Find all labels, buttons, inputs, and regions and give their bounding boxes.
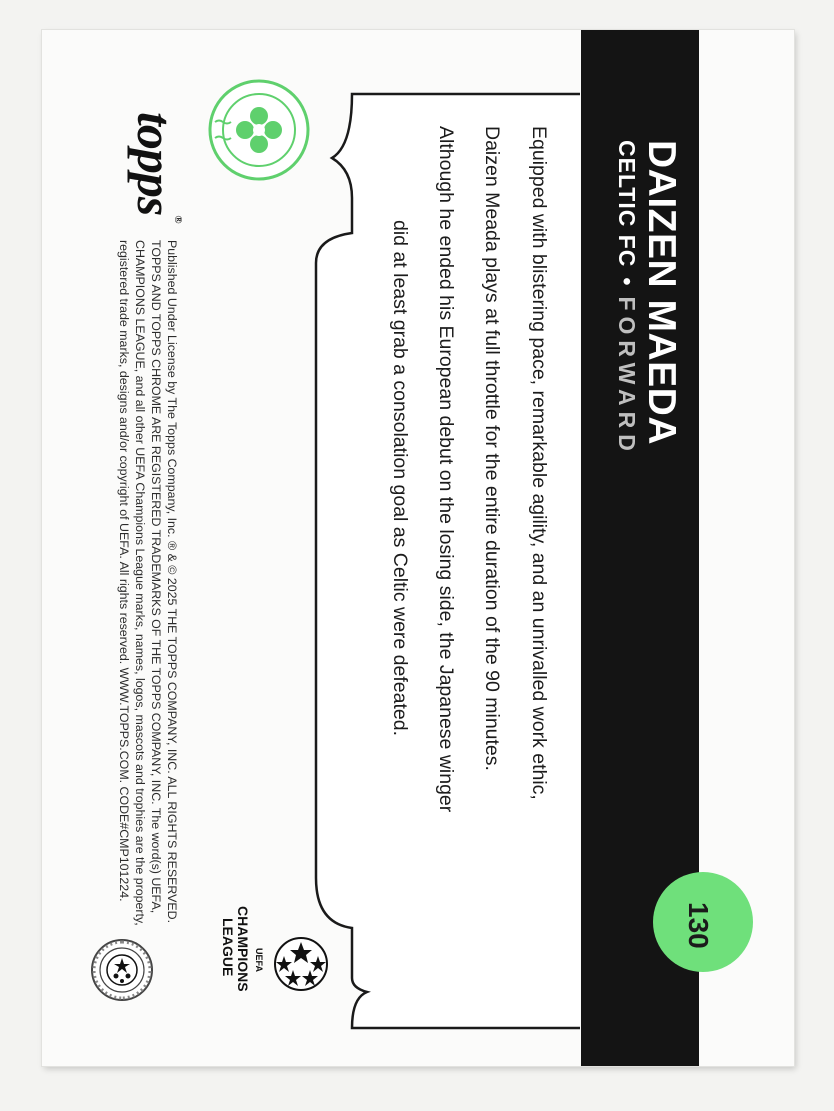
bio-line-2: Daizen Meada plays at full throttle for the entire duration of the 90 minutes. bbox=[481, 126, 503, 771]
card-back bbox=[42, 30, 794, 1066]
bio-line-4: did at least grab a consolation goal as Celtic were defeated. bbox=[389, 220, 411, 736]
card-number: 130 bbox=[683, 902, 714, 949]
legal-line-4: registered trade marks, designs and/or copyright of UEFA. All rights reserved. WWW.TOPPS.COM. CODE#CMP101224. bbox=[117, 240, 131, 902]
official-seal-icon bbox=[90, 938, 154, 1002]
player-team-position bbox=[613, 140, 640, 457]
bio-line-1: Equipped with blistering pace, remarkable agility, and an unrivalled work ethic, bbox=[528, 126, 550, 800]
topps-registered-mark: ® bbox=[172, 215, 184, 223]
bio-line-3: Although he ended his European debut on the losing side, the Japanese winger bbox=[435, 126, 457, 813]
player-position: FORWARD bbox=[614, 296, 640, 457]
ucl-line-1: CHAMPIONS bbox=[235, 906, 251, 992]
player-name: DAIZEN MAEDA bbox=[640, 140, 683, 445]
ucl-small-label: UEFA bbox=[254, 948, 264, 973]
legal-line-3: CHAMPIONS LEAGUE, and all other UEFA Champions League marks, names, logos, mascots and trophies are the property, bbox=[133, 240, 147, 926]
legal-line-2: TOPPS AND TOPPS CHROME ARE REGISTERED TRADEMARKS OF THE TOPPS COMPANY, INC. The word(s) UEFA, bbox=[149, 240, 163, 914]
topps-wordmark: topps bbox=[127, 112, 183, 216]
separator-dot: • bbox=[614, 277, 640, 287]
celtic-crest-icon bbox=[207, 78, 311, 182]
champions-league-starball-icon bbox=[273, 936, 329, 992]
team-name: CELTIC FC bbox=[614, 140, 640, 268]
legal-line-1: Published Under License by The Topps Company, Inc. ® & © 2025 THE TOPPS COMPANY, INC. ALL RIGHTS RESERVED. bbox=[165, 240, 179, 924]
ucl-line-2: LEAGUE bbox=[220, 918, 236, 977]
topps-logo bbox=[126, 112, 184, 223]
